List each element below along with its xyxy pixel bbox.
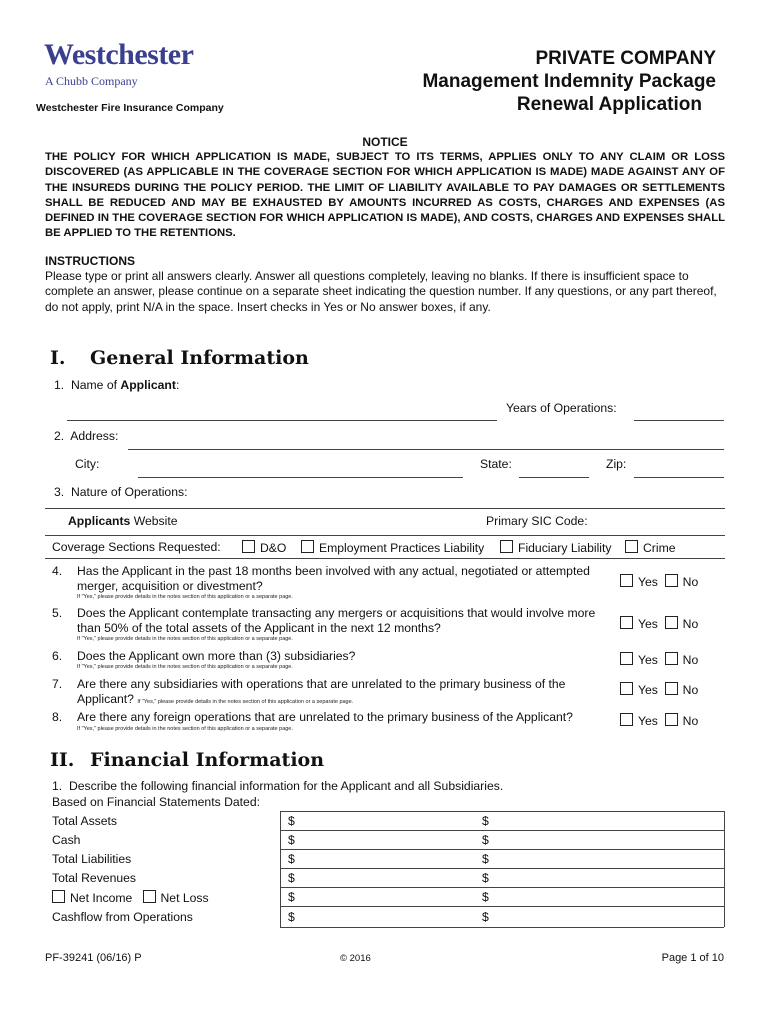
fin-line <box>280 868 724 869</box>
q7-yes-checkbox[interactable] <box>620 682 633 695</box>
applicant-name-field[interactable] <box>67 420 497 421</box>
q5-yes-checkbox[interactable] <box>620 616 633 629</box>
fin-q1-text: Describe the following financial information for the Applicant and all Subsidiaries. <box>68 779 504 793</box>
coverage-do-label: D&O <box>260 541 287 555</box>
dollar-sign[interactable]: $ <box>482 814 489 828</box>
coverage-row <box>52 540 221 554</box>
dollar-sign[interactable]: $ <box>288 852 295 866</box>
dollar-sign[interactable]: $ <box>482 833 489 847</box>
q7-yes-label: Yes <box>638 683 658 697</box>
coverage-divider <box>45 558 725 559</box>
based-on-label: Based on Financial Statements Dated: <box>52 795 260 809</box>
section-2-number: II. <box>50 749 75 771</box>
coverage-epl[interactable] <box>301 540 484 555</box>
q4-line1: Has the Applicant in the past 18 months been involved with any actual, negotiated or attempted <box>77 564 590 578</box>
q1-bold: Applicant <box>120 378 176 392</box>
dollar-sign[interactable]: $ <box>482 852 489 866</box>
q2-number: 2. <box>54 429 65 443</box>
fin-line <box>280 830 724 831</box>
q7-number: 7. <box>52 677 63 691</box>
logo-subtitle: A Chubb Company <box>45 74 138 88</box>
q6-no-label: No <box>682 653 699 667</box>
q7-hint: If "Yes," please provide details in the notes section of this application or a separate page. <box>137 699 354 705</box>
q8-number: 8. <box>52 710 63 724</box>
state-label: State: <box>480 457 512 471</box>
q8-no-label: No <box>682 714 699 728</box>
copyright: © 2016 <box>340 953 371 964</box>
document-title <box>422 47 716 116</box>
title-line-1: PRIVATE COMPANY <box>535 48 716 69</box>
q3-label <box>54 485 187 499</box>
q4-number: 4. <box>52 564 63 578</box>
coverage-epl-label: Employment Practices Liability <box>319 541 485 555</box>
q7-line2: Applicant? <box>77 692 134 706</box>
q4-no-label: No <box>682 575 699 589</box>
page-number: Page 1 of 10 <box>661 952 724 964</box>
checkbox-fiduciary[interactable] <box>500 540 513 553</box>
sic-label: Primary SIC Code: <box>486 514 588 528</box>
q1-label <box>54 378 179 392</box>
notice-body: THE POLICY FOR WHICH APPLICATION IS MADE, SUBJECT TO ITS TERMS, APPLIES ONLY TO ANY CLAIM OR LOSS DISCOVERED (AS APPLICABLE IN THE COVERAGE SECTION FOR WHICH APPLICATION IS MADE) MADE AGAINST ANY OF THE INSUREDS DURING THE POLICY PERIOD. THE LIMIT OF LIABILITY AVAILABLE TO PAY DAMAGES OR SETTLEMENTS SHALL BE REDUCED AND MAY BE EXHAUSTED BY AMOUNTS INCURRED AS COSTS, CHARGES AND EXPENSES (AS DEFINED IN THE COVERAGE SECTION FOR WHICH APPLICATION IS MADE), AND COSTS, CHARGES AND EXPENSES SHALL BE APPLIED TO THE RETENTIONS. <box>45 151 725 240</box>
dollar-sign[interactable]: $ <box>288 910 295 924</box>
q8-yes-label: Yes <box>638 714 658 728</box>
fin-line <box>280 887 724 888</box>
fin-row-label: Total Liabilities <box>52 852 132 866</box>
q4-no-checkbox[interactable] <box>665 574 678 587</box>
checkbox-do[interactable] <box>242 540 255 553</box>
dollar-sign[interactable]: $ <box>288 890 295 904</box>
q2-label <box>54 429 118 443</box>
q6-yes-label: Yes <box>638 653 658 667</box>
q8-hint: If "Yes," please provide details in the notes section of this application or a separate page. <box>77 726 293 732</box>
q7-line1: Are there any subsidiaries with operations that are unrelated to the primary business of the <box>77 677 566 691</box>
q8-yes-checkbox[interactable] <box>620 713 633 726</box>
checkbox-epl[interactable] <box>301 540 314 553</box>
dollar-sign[interactable]: $ <box>288 814 295 828</box>
address-field[interactable] <box>128 449 724 450</box>
years-label: Years of Operations: <box>506 401 617 415</box>
dollar-sign[interactable]: $ <box>482 871 489 885</box>
title-line-2: Management Indemnity Package <box>422 71 716 92</box>
net-income-checkbox[interactable] <box>52 890 65 903</box>
website-sic-field[interactable] <box>45 535 725 536</box>
q4-answers <box>620 574 698 589</box>
q7 <box>52 677 566 706</box>
q6 <box>52 649 356 663</box>
dollar-sign[interactable]: $ <box>288 833 295 847</box>
q4-hint: If "Yes," please provide details in the notes section of this application or a separate page. <box>77 594 293 600</box>
section-1-number: I. <box>50 347 66 369</box>
section-2-heading <box>50 749 324 771</box>
coverage-do[interactable] <box>242 540 286 555</box>
fin-row-label: Total Assets <box>52 814 118 828</box>
westchester-logo: Westchester <box>44 38 194 71</box>
q8-answers <box>620 713 698 728</box>
q7-no-label: No <box>682 683 699 697</box>
q7-no-checkbox[interactable] <box>665 682 678 695</box>
net-income-loss-row <box>52 890 209 905</box>
q8 <box>52 710 573 724</box>
checkbox-crime[interactable] <box>625 540 638 553</box>
title-line-3: Renewal Application <box>516 94 702 115</box>
coverage-crime-label: Crime <box>643 541 676 555</box>
q5-no-label: No <box>682 617 699 631</box>
net-income-label: Net Income <box>70 891 133 905</box>
fin-line <box>280 811 724 812</box>
dollar-sign[interactable]: $ <box>482 910 489 924</box>
website-bold: Applicants <box>68 514 131 528</box>
section-1-title: General Information <box>90 347 309 369</box>
q5-hint: If "Yes," please provide details in the notes section of this application or a separate page. <box>77 636 293 642</box>
q6-yes-checkbox[interactable] <box>620 652 633 665</box>
form-id: PF-39241 (06/16) P <box>45 952 142 964</box>
q6-no-checkbox[interactable] <box>665 652 678 665</box>
company-name: Westchester Fire Insurance Company <box>36 102 224 114</box>
q5-number: 5. <box>52 606 63 620</box>
q5-answers <box>620 616 698 631</box>
q4-line2: merger, acquisition or divestment? <box>77 579 263 593</box>
coverage-crime[interactable] <box>625 540 676 555</box>
q7-text <box>77 677 617 710</box>
state-field[interactable] <box>519 477 589 478</box>
city-field[interactable] <box>138 477 463 478</box>
years-field[interactable] <box>634 420 724 421</box>
coverage-fiduciary-label: Fiduciary Liability <box>518 541 612 555</box>
nature-label: Nature of Operations: <box>70 485 188 499</box>
fin-vline-right <box>724 811 725 927</box>
section-2-title: Financial Information <box>90 749 325 771</box>
fin-line <box>280 927 724 928</box>
q6-answers <box>620 652 698 667</box>
website-suffix: Website <box>130 514 178 528</box>
q5-line1: Does the Applicant contemplate transacting any mergers or acquisitions that would involve more <box>77 606 596 620</box>
zip-label: Zip: <box>606 457 627 471</box>
q6-text: Does the Applicant own more than (3) subsidiaries? <box>77 649 356 663</box>
website-label <box>68 514 178 528</box>
q6-hint: If "Yes," please provide details in the notes section of this application or a separate page. <box>77 664 293 670</box>
q4-yes-label: Yes <box>638 575 658 589</box>
q4-text <box>77 564 617 594</box>
fin-q1 <box>52 779 503 793</box>
fin-row-label: Cash <box>52 833 81 847</box>
q4-yes-checkbox[interactable] <box>620 574 633 587</box>
nature-field[interactable] <box>45 508 725 509</box>
instructions-body: Please type or print all answers clearly. Answer all questions completely, leaving no blanks. If there is insufficient space to complete an answer, please continue on a separate sheet indicating the question number. If any questions, or any part thereof, do not apply, print N/A in the space. Insert checks in Yes or No answer boxes, if any. <box>45 269 717 314</box>
dollar-sign[interactable]: $ <box>288 871 295 885</box>
fin-q1-number: 1. <box>52 779 63 793</box>
q8-no-checkbox[interactable] <box>665 713 678 726</box>
section-1-heading <box>50 347 309 369</box>
q4 <box>52 564 590 593</box>
fin-line <box>280 906 724 907</box>
q3-number: 3. <box>54 485 65 499</box>
instructions-title: INSTRUCTIONS <box>45 254 135 268</box>
address-label: Address: <box>70 429 119 443</box>
q1-number: 1. <box>54 378 65 392</box>
q5-line2: than 50% of the total assets of the Applicant in the next 12 months? <box>77 621 441 635</box>
q5-text <box>77 606 617 636</box>
fin-row-label: Cashflow from Operations <box>52 910 193 924</box>
fin-vline-left <box>280 811 281 927</box>
coverage-fiduciary[interactable] <box>500 540 611 555</box>
fin-line <box>280 849 724 850</box>
dollar-sign[interactable]: $ <box>482 890 489 904</box>
q1-prefix: Name of <box>70 378 121 392</box>
q5 <box>52 606 596 635</box>
q5-yes-label: Yes <box>638 617 658 631</box>
city-label: City: <box>75 457 100 471</box>
coverage-label: Coverage Sections Requested: <box>52 540 221 554</box>
q1-suffix: : <box>175 378 180 392</box>
net-loss-label: Net Loss <box>160 891 209 905</box>
fin-row-label: Total Revenues <box>52 871 137 885</box>
q5-no-checkbox[interactable] <box>665 616 678 629</box>
q8-text: Are there any foreign operations that are unrelated to the primary business of the Applicant? <box>77 710 573 724</box>
zip-field[interactable] <box>634 477 724 478</box>
q6-number: 6. <box>52 649 63 663</box>
net-loss-checkbox[interactable] <box>143 890 156 903</box>
q7-answers <box>620 682 698 697</box>
notice-title: NOTICE <box>362 135 408 149</box>
